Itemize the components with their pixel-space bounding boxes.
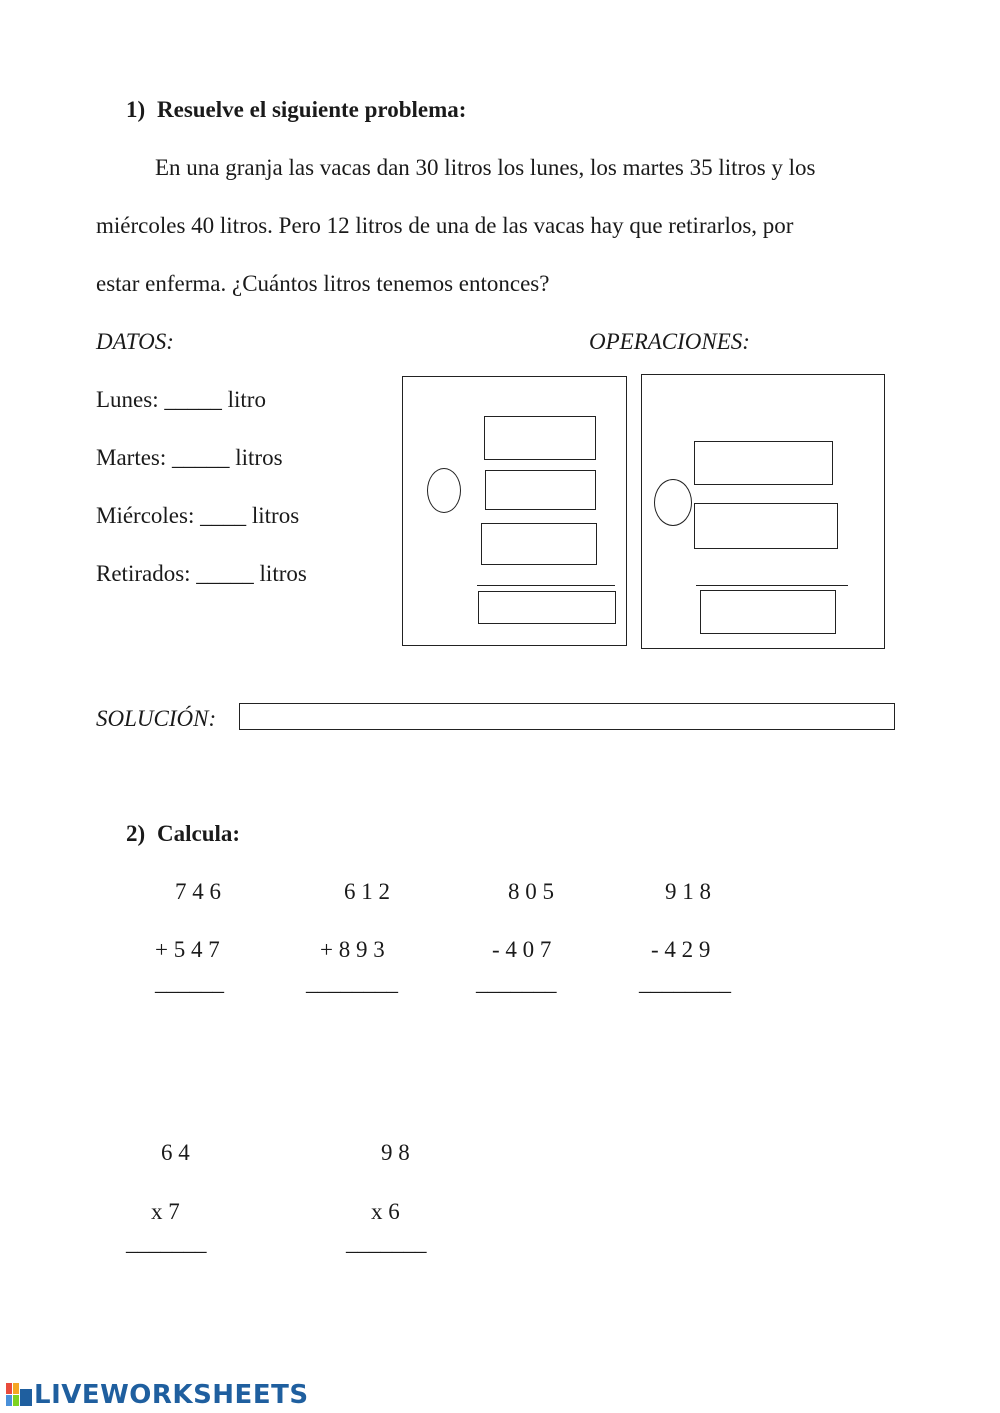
op3-answer-line[interactable]: _______ [476, 970, 557, 995]
operand-box-2a[interactable] [694, 441, 833, 485]
op1-top: 7 4 6 [175, 879, 221, 904]
datos-blank-retirados[interactable]: _____ [196, 561, 254, 586]
op5-top: 6 4 [161, 1140, 190, 1165]
problem1-text-line1: En una granja las vacas dan 30 litros los lunes, los martes 35 litros y los [155, 155, 816, 180]
datos-unit-miercoles: litros [251, 503, 300, 528]
op2-top: 6 1 2 [344, 879, 390, 904]
problem1-text-line2: miércoles 40 litros. Pero 12 litros de una de las vacas hay que retirarlos, por [96, 213, 794, 238]
datos-label-lunes: Lunes: [96, 387, 159, 412]
problem2-number: 2) [126, 821, 146, 846]
op1-bottom: + 5 4 7 [155, 937, 220, 962]
operand-box-1c[interactable] [481, 523, 597, 565]
solucion-input[interactable] [239, 703, 895, 730]
op3-bottom: - 4 0 7 [492, 937, 552, 962]
datos-blank-lunes[interactable]: _____ [164, 387, 222, 412]
datos-label-miercoles: Miércoles: [96, 503, 195, 528]
sum-line-2 [696, 585, 848, 586]
op1-answer-line[interactable]: ______ [155, 970, 224, 995]
op4-top: 9 1 8 [665, 879, 711, 904]
operand-box-2b[interactable] [694, 503, 838, 549]
op6-bottom: x 6 [371, 1199, 400, 1224]
datos-row-lunes [96, 387, 266, 413]
sum-line-1 [477, 585, 615, 586]
footer-logo[interactable] [6, 1380, 309, 1410]
datos-label: DATOS: [96, 329, 174, 354]
solucion-label: SOLUCIÓN: [96, 706, 217, 731]
liveworksheets-logo-icon [6, 1383, 34, 1407]
op2-bottom: + 8 9 3 [320, 937, 385, 962]
operator-oval-2[interactable] [654, 479, 692, 526]
operator-oval-1[interactable] [427, 468, 461, 513]
brand-name: LIVEWORKSHEETS [34, 1380, 309, 1410]
datos-blank-martes[interactable]: _____ [172, 445, 230, 470]
op4-answer-line[interactable]: ________ [639, 970, 731, 995]
datos-blank-miercoles[interactable]: ____ [200, 503, 247, 528]
datos-label-retirados: Retirados: [96, 561, 191, 586]
datos-row-retirados [96, 561, 307, 587]
problem1-text-line3: estar enferma. ¿Cuántos litros tenemos entonces? [96, 271, 550, 296]
op5-answer-line[interactable]: _______ [126, 1230, 207, 1255]
op5-bottom: x 7 [151, 1199, 180, 1224]
operaciones-label: OPERACIONES: [589, 329, 750, 354]
op3-top: 8 0 5 [508, 879, 554, 904]
datos-row-miercoles [96, 503, 299, 529]
problem2-heading: Calcula: [157, 821, 241, 846]
result-box-2[interactable] [700, 590, 836, 634]
problem1-heading: Resuelve el siguiente problema: [157, 97, 467, 122]
operand-box-1b[interactable] [485, 470, 596, 510]
result-box-1[interactable] [478, 591, 616, 624]
operand-box-1a[interactable] [484, 416, 596, 460]
op6-answer-line[interactable]: _______ [346, 1230, 427, 1255]
op6-top: 9 8 [381, 1140, 410, 1165]
op2-answer-line[interactable]: ________ [306, 970, 398, 995]
op4-bottom: - 4 2 9 [651, 937, 711, 962]
datos-label-martes: Martes: [96, 445, 167, 470]
datos-unit-lunes: litro [227, 387, 266, 412]
datos-unit-retirados: litros [259, 561, 307, 586]
datos-unit-martes: litros [235, 445, 283, 470]
datos-row-martes [96, 445, 283, 471]
problem1-number: 1) [126, 97, 146, 122]
